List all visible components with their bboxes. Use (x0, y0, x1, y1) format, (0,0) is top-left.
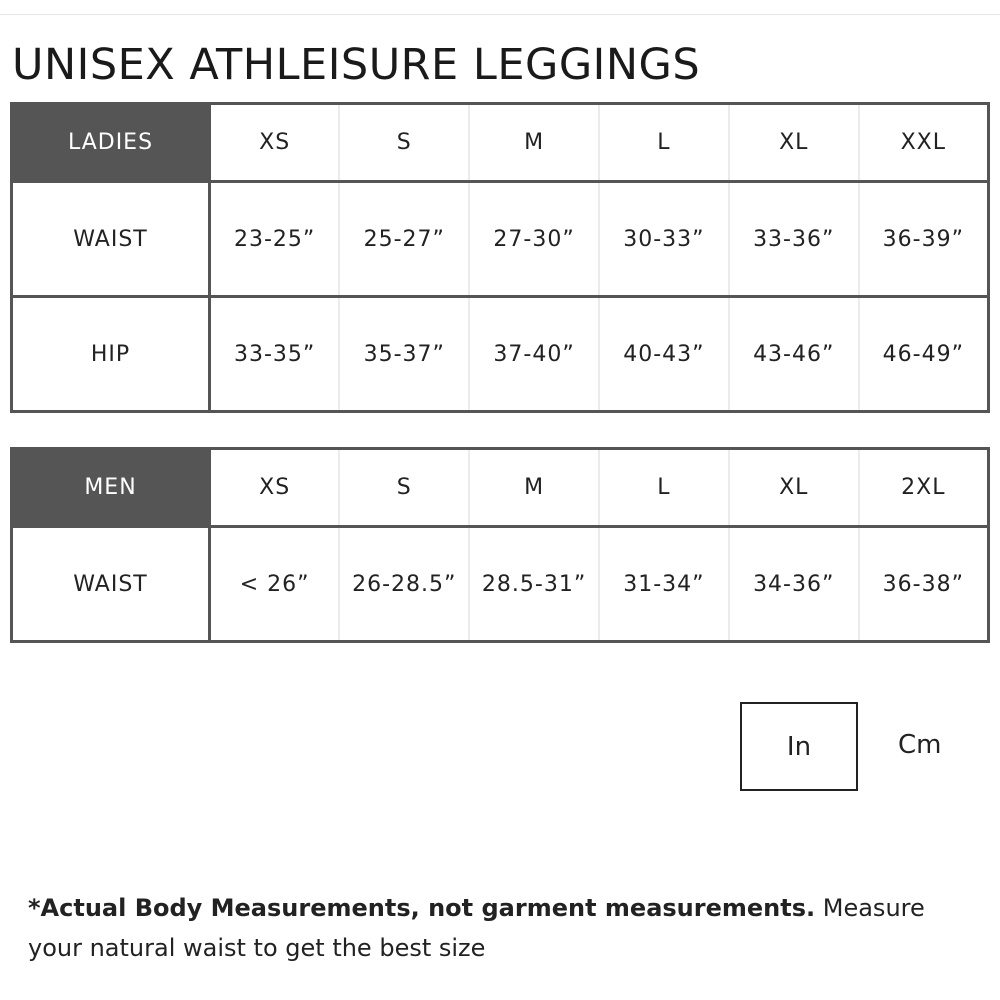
size-header: S (339, 449, 469, 527)
measurement-cell: 43-46” (729, 297, 859, 412)
table-row (12, 182, 989, 297)
table-row (12, 297, 989, 412)
unit-cm-button[interactable]: Cm (898, 730, 942, 760)
size-header: L (599, 449, 729, 527)
measurement-cell: 33-36” (729, 182, 859, 297)
header-row (12, 104, 989, 182)
measurement-cell: 25-27” (339, 182, 469, 297)
size-header: XS (210, 449, 340, 527)
measurement-cell: 37-40” (469, 297, 599, 412)
size-header: M (469, 449, 599, 527)
size-header: XL (729, 104, 859, 182)
measurement-cell: 26-28.5” (339, 527, 469, 642)
size-header: XXL (859, 104, 989, 182)
measurement-cell: 27-30” (469, 182, 599, 297)
row-label: HIP (12, 297, 210, 412)
size-header: XL (729, 449, 859, 527)
measurement-cell: 28.5-31” (469, 527, 599, 642)
measurement-cell: < 26” (210, 527, 340, 642)
measurement-cell: 23-25” (210, 182, 340, 297)
unit-inches-button[interactable] (740, 702, 858, 791)
measurement-cell: 34-36” (729, 527, 859, 642)
measurement-cell: 40-43” (599, 297, 729, 412)
measurement-cell: 31-34” (599, 527, 729, 642)
measurement-cell: 35-37” (339, 297, 469, 412)
unit-inches-label: In (786, 731, 812, 762)
size-header: M (469, 104, 599, 182)
group-label: LADIES (12, 104, 210, 182)
measurement-cell: 36-38” (859, 527, 989, 642)
size-header: L (599, 104, 729, 182)
size-header: S (339, 104, 469, 182)
note-bold: *Actual Body Measurements, not garment measurements. (28, 894, 816, 922)
size-header: 2XL (859, 449, 989, 527)
row-label: WAIST (12, 182, 210, 297)
top-divider (0, 14, 1000, 15)
table-row (12, 527, 989, 642)
measurement-cell: 33-35” (210, 297, 340, 412)
measurement-cell: 30-33” (599, 182, 729, 297)
header-row (12, 449, 989, 527)
page-title: UNISEX ATHLEISURE LEGGINGS (12, 40, 701, 90)
row-label: WAIST (12, 527, 210, 642)
measurement-cell: 36-39” (859, 182, 989, 297)
note-text: Measure your natural waist to get the best size (28, 894, 925, 962)
size-header: XS (210, 104, 340, 182)
ladies-size-table (10, 102, 990, 413)
measurement-note (28, 888, 978, 968)
men-size-table (10, 447, 990, 643)
group-label: MEN (12, 449, 210, 527)
measurement-cell: 46-49” (859, 297, 989, 412)
